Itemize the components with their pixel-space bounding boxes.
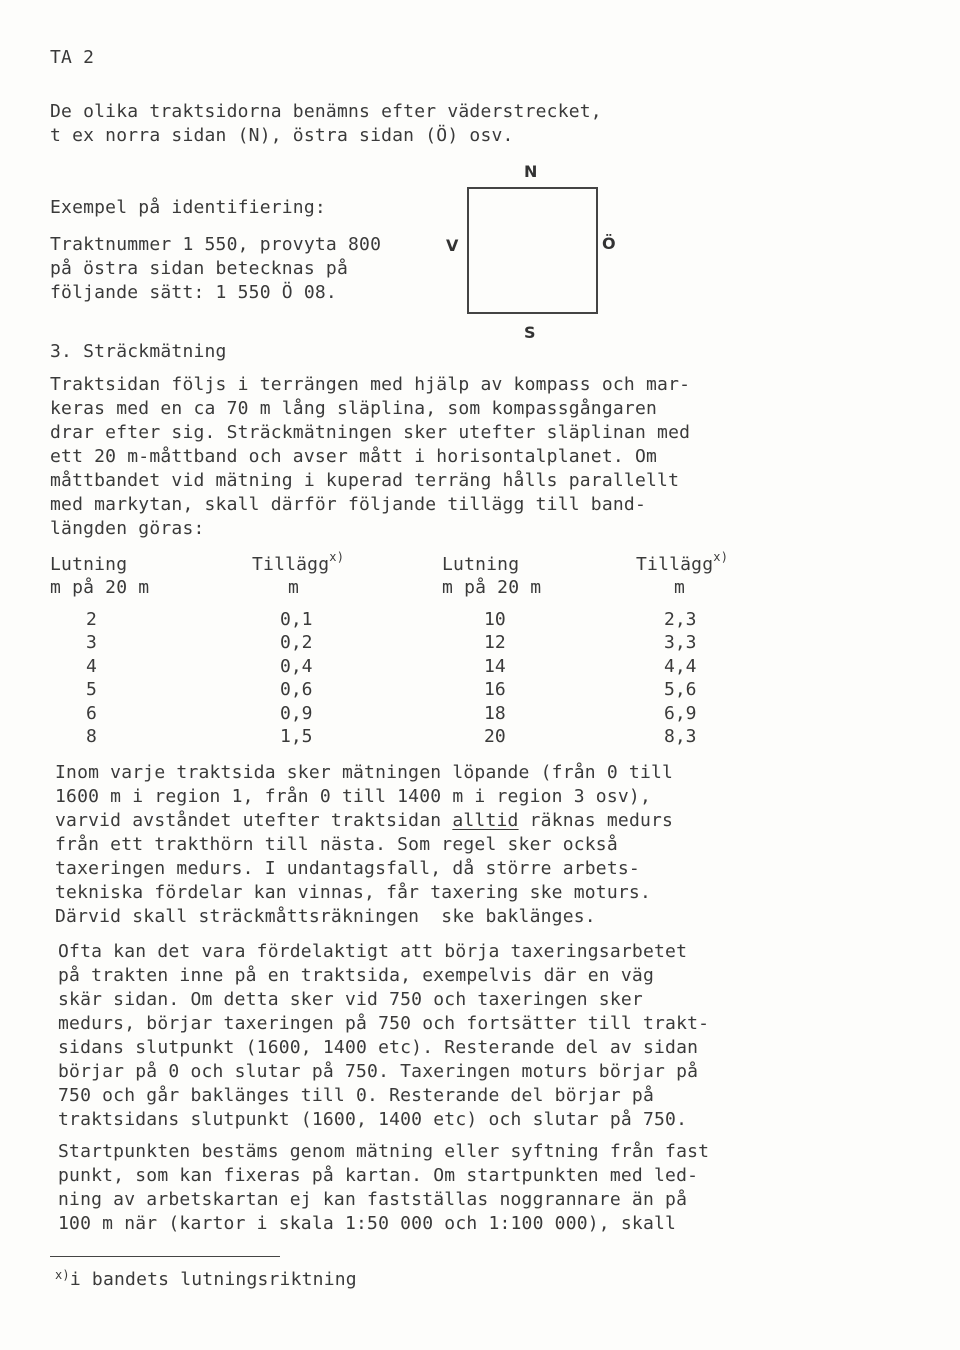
table-cell: 6 [86,703,97,724]
table-header-lutning-left: Lutning [50,554,128,575]
para1-line: drar efter sig. Sträckmätningen sker utefter släplinan med [50,422,691,443]
table-cell: 0,1 [280,609,313,630]
table-cell: 2,3 [664,609,697,630]
table-unit-lutning-left: m på 20 m [50,577,150,598]
compass-south: S [524,323,536,342]
emphasis-alltid: alltid [452,810,519,831]
table-cell: 5,6 [664,679,697,700]
para2-line: från ett trakthörn till nästa. Som regel sker också [55,834,618,855]
para3-line: på trakten inne på en traktsida, exempelvis där en väg [58,965,654,986]
table-unit-tillagg-left: m [288,577,300,598]
para2-line: tekniska fördelar kan vinnas, får taxering ske moturs. [55,882,651,903]
table-cell: 4 [86,656,97,677]
page-id: TA 2 [50,47,95,68]
compass-east: Ö [602,234,616,253]
table-cell: 8,3 [664,726,697,747]
table-cell: 0,2 [280,632,313,653]
intro-line-1: De olika traktsidorna benämns efter väderstrecket, [50,101,602,122]
footnote-mark: x) [329,550,345,564]
table-cell: 18 [484,703,506,724]
table-cell: 1,5 [280,726,313,747]
footnote-mark: x) [55,1268,70,1282]
para3-line: traktsidans slutpunkt (1600, 1400 etc) och slutar på 750. [58,1109,688,1130]
footnote-divider [50,1256,280,1257]
para4-line: punkt, som kan fixeras på kartan. Om startpunkten med led- [58,1165,699,1186]
para3-line: börjar på 0 och slutar på 750. Taxeringen moturs börjar på [58,1061,699,1082]
table-header-lutning-right: Lutning [442,554,520,575]
table-cell: 8 [86,726,97,747]
table-cell: 10 [484,609,506,630]
compass-north: N [524,162,538,181]
para4-line: 100 m när (kartor i skala 1:50 000 och 1:100 000), skall [58,1213,677,1234]
table-cell: 5 [86,679,97,700]
footnote: $^{x)}$i bandets lutningsriktning [55,1268,357,1290]
compass-west: V [446,236,459,255]
para3-line: skär sidan. Om detta sker vid 750 och taxeringen sker [58,989,643,1010]
table-cell: 0,9 [280,703,313,724]
footnote-mark: x) [713,550,729,564]
table-cell: 3 [86,632,97,653]
table-cell: 12 [484,632,506,653]
intro-line-2: t ex norra sidan (N), östra sidan (Ö) osv. [50,125,514,146]
para1-line: keras med en ca 70 m lång släplina, som kompassgångaren [50,398,658,419]
para2-line: taxeringen medurs. I undantagsfall, då större arbets- [55,858,640,879]
para3-line: Ofta kan det vara fördelaktigt att börja taxeringsarbetet [58,941,688,962]
para2-line: Därvid skall sträckmåttsräkningen ske baklänges. [55,906,596,927]
example-line-2: på östra sidan betecknas på [50,258,348,279]
example-heading: Exempel på identifiering: [50,197,326,218]
table-unit-lutning-right: m på 20 m [442,577,542,598]
table-unit-tillagg-right: m [674,577,686,598]
table-cell: 2 [86,609,97,630]
para1-line: med markytan, skall därför följande tillägg till band- [50,494,646,515]
para3-line: medurs, börjar taxeringen på 750 och fortsätter till trakt- [58,1013,710,1034]
table-cell: 4,4 [664,656,697,677]
para2-line: Inom varje traktsida sker mätningen löpande (från 0 till [55,762,674,783]
para1-line: måttbandet vid mätning i kuperad terräng hålls parallellt [50,470,680,491]
para4-line: ning av arbetskartan ej kan fastställas noggrannare än på [58,1189,688,1210]
table-cell: 6,9 [664,703,697,724]
table-cell: 20 [484,726,506,747]
example-line-1: Traktnummer 1 550, provyta 800 [50,234,382,255]
para3-line: 750 och går baklänges till 0. Resterande del börjar på [58,1085,654,1106]
para1-line: Traktsidan följs i terrängen med hjälp av kompass och mar- [50,374,691,395]
para2-line: varvid avståndet utefter traktsidan alltid räknas medurs [55,810,674,831]
para1-line: längden göras: [50,518,205,539]
table-cell: 0,4 [280,656,313,677]
table-header-tillagg-right: Tillägg$^{x)}$ [636,550,729,575]
table-cell: 14 [484,656,506,677]
para2-line: 1600 m i region 1, från 0 till 1400 m i region 3 osv), [55,786,651,807]
compass-diagram [467,187,598,314]
table-cell: 3,3 [664,632,697,653]
para4-line: Startpunkten bestäms genom mätning eller syftning från fast [58,1141,710,1162]
para1-line: ett 20 m-måttband och avser mått i horisontalplanet. Om [50,446,658,467]
example-line-3: följande sätt: 1 550 Ö 08. [50,282,337,303]
section-heading: 3. Sträckmätning [50,341,227,362]
table-cell: 0,6 [280,679,313,700]
table-cell: 16 [484,679,506,700]
para3-line: sidans slutpunkt (1600, 1400 etc). Resterande del av sidan [58,1037,699,1058]
table-header-tillagg-left: Tillägg$^{x)}$ [252,550,345,575]
